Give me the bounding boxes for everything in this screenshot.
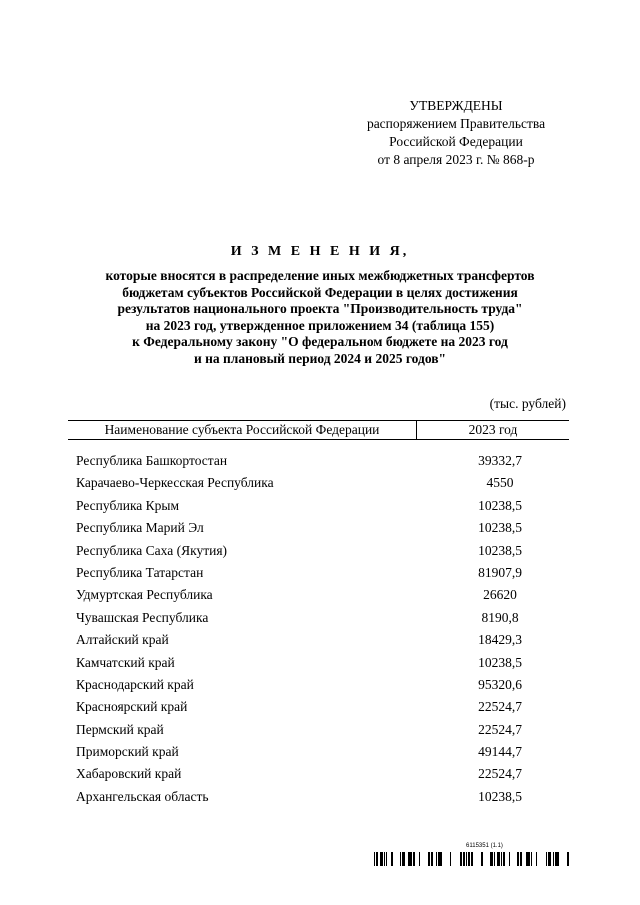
subtitle-line: и на плановый период 2024 и 2025 годов" xyxy=(193,350,447,366)
region-name: Алтайский край xyxy=(76,632,169,648)
table-row xyxy=(76,631,566,653)
table-row xyxy=(76,564,566,586)
amount-value: 10238,5 xyxy=(478,520,522,536)
amount-value: 10238,5 xyxy=(478,788,522,804)
subtitle-line: результатов национального проекта "Производительность труда" xyxy=(117,301,523,316)
region-name: Пермский край xyxy=(76,721,164,737)
table-row xyxy=(76,609,566,631)
subtitle-line: бюджетам субъектов Российской Федерации в целях достижения xyxy=(122,284,518,300)
amount-value: 22524,7 xyxy=(478,721,522,737)
amount-value: 22524,7 xyxy=(478,699,522,715)
amount-value: 10238,5 xyxy=(478,542,522,558)
region-name: Республика Саха (Якутия) xyxy=(76,542,228,558)
amount-value: 22524,7 xyxy=(478,766,522,782)
region-name: Краснодарский край xyxy=(76,676,194,692)
subtitle-line: на 2023 год, утвержденное приложением 34 (таблица 155) xyxy=(145,317,495,333)
amount-value: 10238,5 xyxy=(478,497,522,513)
region-name: Архангельская область xyxy=(76,788,209,804)
region-name: Чувашская Республика xyxy=(76,609,209,625)
barcode-image xyxy=(374,852,570,866)
region-name: Карачаево-Черкесская Республика xyxy=(76,475,274,491)
table-header xyxy=(68,420,569,440)
region-name: Республика Крым xyxy=(76,497,180,513)
table-body xyxy=(76,452,566,810)
amount-value: 81907,9 xyxy=(478,564,522,580)
barcode-label: 6115351 (1.1) xyxy=(466,843,503,849)
approval-line: распоряжением Правительства xyxy=(366,116,546,131)
table-row xyxy=(76,765,566,787)
amount-value: 18429,3 xyxy=(478,632,522,648)
table-row xyxy=(76,721,566,743)
document-subtitle xyxy=(60,268,580,367)
subtitle-line: которые вносятся в распределение иных межбюджетных трансфертов xyxy=(105,268,535,283)
table-row xyxy=(76,676,566,698)
subtitle-line: к Федеральному закону "О федеральном бюджете на 2023 год xyxy=(132,334,508,349)
approval-date: от 8 апреля 2023 г. № 868-р xyxy=(377,152,535,167)
document-heading: И З М Е Н Е Н И Я, xyxy=(230,244,410,259)
region-name: Хабаровский край xyxy=(76,766,182,782)
amount-value: 26620 xyxy=(483,587,517,603)
region-name: Удмуртская Республика xyxy=(76,587,213,603)
table-row xyxy=(76,743,566,765)
table-row xyxy=(76,519,566,541)
approval-block xyxy=(340,97,572,169)
table-row xyxy=(76,542,566,564)
amount-value: 49144,7 xyxy=(478,744,522,760)
table-row xyxy=(76,452,566,474)
amount-value: 95320,6 xyxy=(478,676,522,692)
table-row xyxy=(76,654,566,676)
units-label: (тыс. рублей) xyxy=(489,396,566,411)
table-row xyxy=(76,586,566,608)
table-row xyxy=(76,497,566,519)
amount-value: 10238,5 xyxy=(478,654,522,670)
table-row xyxy=(76,474,566,496)
region-name: Приморский край xyxy=(76,744,179,760)
amount-value: 8190,8 xyxy=(481,609,519,625)
approval-line: Российской Федерации xyxy=(389,134,523,149)
column-header-year: 2023 год xyxy=(468,422,518,437)
region-name: Красноярский край xyxy=(76,699,188,715)
table-row xyxy=(76,698,566,720)
region-name: Республика Марий Эл xyxy=(76,520,204,536)
column-header-name: Наименование субъекта Российской Федерации xyxy=(68,421,417,439)
approval-title: УТВЕРЖДЕНЫ xyxy=(409,98,503,113)
amount-value: 39332,7 xyxy=(478,453,522,468)
region-name: Камчатский край xyxy=(76,654,175,670)
region-name: Республика Башкортостан xyxy=(76,453,228,468)
table-row xyxy=(76,788,566,810)
region-name: Республика Татарстан xyxy=(76,564,204,580)
amount-value: 4550 xyxy=(486,475,514,491)
